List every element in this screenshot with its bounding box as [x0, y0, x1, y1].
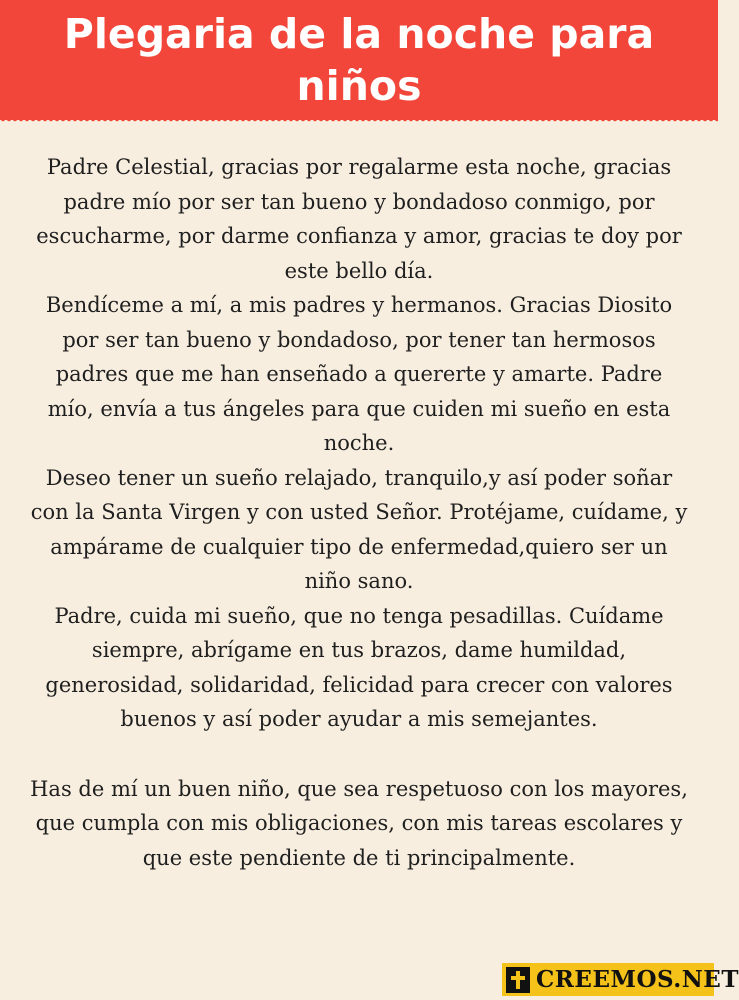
brand-watermark	[502, 963, 739, 996]
header-banner	[0, 0, 718, 120]
brand-text: CREEMOS.NET	[536, 966, 739, 993]
prayer-paragraph-5: Has de mí un buen niño, que sea respetuoso con los mayores, que cumpla con mis obligaciones, con mis tareas escolares y que este pendiente de ti principalmente.	[30, 776, 688, 870]
prayer-paragraph-2: Bendíceme a mí, a mis padres y hermanos. Gracias Diosito por ser tan bueno y bondadoso, por tener tan hermosos padres que me han enseñado a quererte y amarte. Padre mío, envía a tus ángeles para que cuiden mi sueño en esta noche.	[45, 293, 673, 455]
prayer-paragraph-4: Padre, cuida mi sueño, que no tenga pesadillas. Cuídame siempre, abrígame en tus brazos, dame humildad, generosidad, solidaridad, felicidad para crecer con valores buenos y así poder ayudar a mis semejantes.	[45, 603, 673, 731]
prayer-paragraph-1: Padre Celestial, gracias por regalarme esta noche, gracias padre mío por ser tan bueno y bondadoso conmigo, por escucharme, por darme confianza y amor, gracias te doy por este bello día.	[36, 155, 682, 283]
cross-book-icon	[506, 967, 530, 993]
page-title: Plegaria de la noche para niños	[63, 10, 655, 110]
prayer-text	[30, 150, 688, 875]
prayer-paragraph-3: Deseo tener un sueño relajado, tranquilo,y así poder soñar con la Santa Virgen y con usted Señor. Protéjame, cuídame, y ampárame de cualquier tipo de enfermedad,quiero ser un niño sano.	[30, 465, 688, 593]
